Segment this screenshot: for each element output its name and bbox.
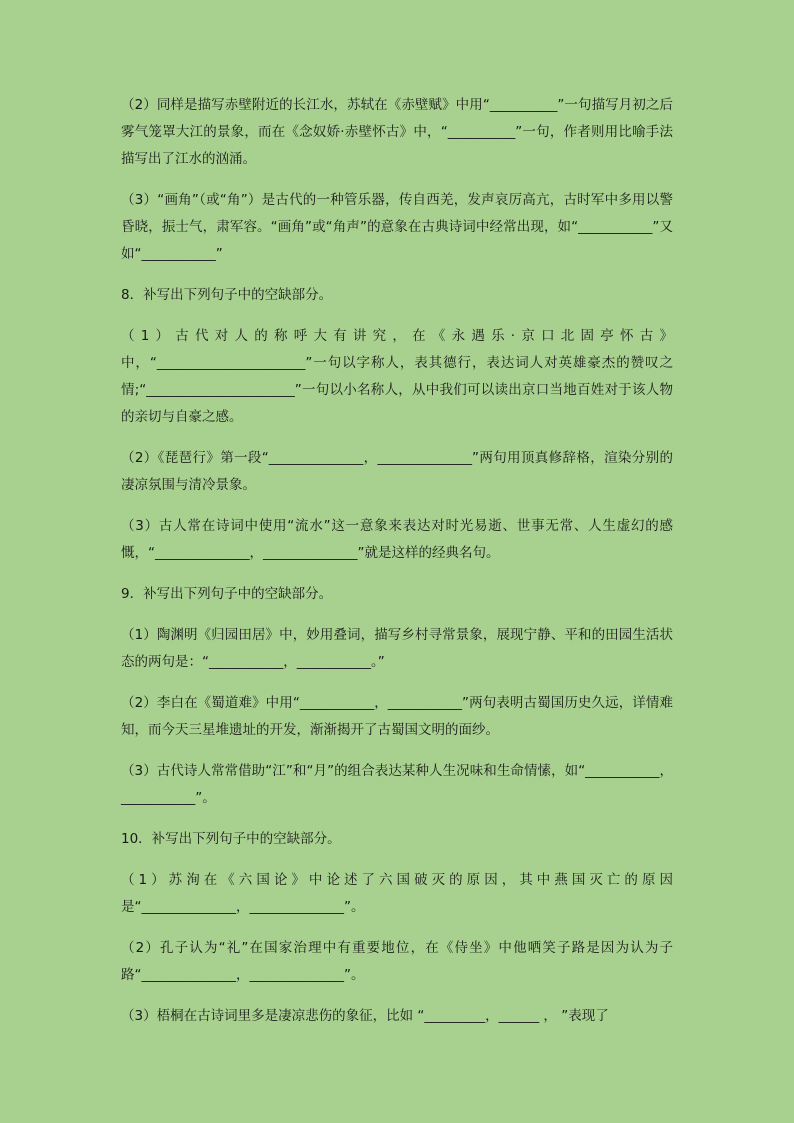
q10-heading: 10．补写出下列句子中的空缺部分。 [121,831,341,847]
q8-part2: （2）《琵琶行》第一段“______________，______________”两句用顶真修辞格，渲染分别的凄凉氛围与清冷景象。 [121,450,673,493]
q10-part3: （3）梧桐在古诗词里多是凄凉悲伤的象征，比如 “_________，______ ， ”表现了 [121,1008,609,1024]
q9-heading: 9．补写出下列句子中的空缺部分。 [121,586,333,602]
q8-part3: （3）古人常在诗词中使用“流水”这一意象来表达对时光易逝、世事无常、人生虚幻的感慨，“______________，______________”就是这样的经典名句。 [121,518,673,561]
q8-heading: 8．补写出下列句子中的空缺部分。 [121,287,333,303]
q8-part1: （1）古代对人的称呼大有讲究，在《永遇乐·京口北固亭怀古》中，“______________________”一句以字称人，表其德行，表达词人对英雄豪杰的赞叹之情;“______________________”一句以小名称人，从中我们可以读出京口当地百姓对于该人物的亲切与自豪之感。 [121,328,673,425]
q7-part3: （3）“画角”（或“角”）是古代的一种管乐器，传自西羌，发声哀厉高亢，古时军中多用以警昏晓，振士气，肃军容。“画角”或“角声”的意象在古典诗词中经常出现，如“___________”又如“___________” [121,192,673,262]
q9-part3: （3）古代诗人常常借助“江”和“月”的组合表达某种人生况味和生命情愫，如“___________，___________”。 [121,763,673,806]
q10-part1: （1）苏洵在《六国论》中论述了六国破灭的原因，其中燕国灭亡的原因是“______________，______________”。 [121,872,673,915]
q9-part2: （2）李白在《蜀道难》中用“___________，___________”两句表明古蜀国历史久远，详情难知，而今天三星堆遗址的开发，渐渐揭开了古蜀国文明的面纱。 [121,695,673,738]
q7-part2: （2）同样是描写赤壁附近的长江水，苏轼在《赤壁赋》中用“__________”一句描写月初之后雾气笼罩大江的景象，而在《念奴娇·赤壁怀古》中，“__________”一句，作者则用比喻手法描写出了江水的汹涌。 [121,97,673,167]
q9-part1: （1）陶渊明《归园田居》中，妙用叠词，描写乡村寻常景象，展现宁静、平和的田园生活状态的两句是：“___________，___________。” [121,627,673,670]
q10-part2: （2）孔子认为“礼”在国家治理中有重要地位，在《侍坐》中他哂笑子路是因为认为子路“______________，______________”。 [121,940,673,983]
